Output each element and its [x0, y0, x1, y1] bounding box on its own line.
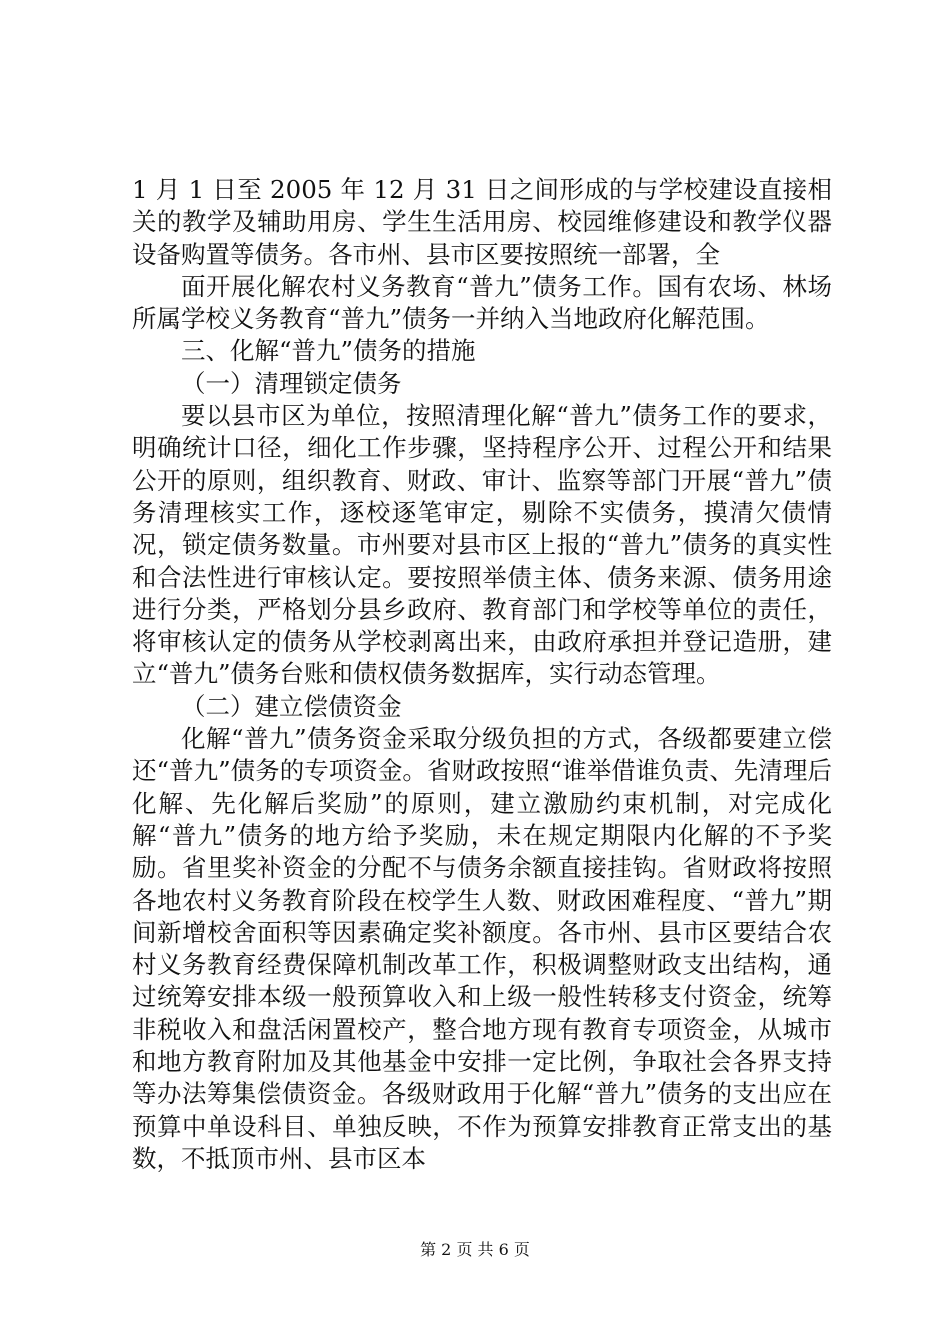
paragraph: 要以县市区为单位，按照清理化解“普九”债务工作的要求，明确统计口径，细化工作步骤，坚持程序公开、过程公开和结果公开的原则，组织教育、财政、审计、监察等部门开展“普九”债务清理核实工作，逐校逐笔审定，剔除不实债务，摸清欠债情况，锁定债务数量。市州要对县市区上报的“普九”债务的真实性和合法性进行审核认定。要按照举债主体、债务来源、债务用途进行分类，严格划分县乡政府、教育部门和学校等单位的责任，将审核认定的债务从学校剥离出来，由政府承担并登记造册，建立“普九”债务台账和债权债务数据库，实行动态管理。 — [132, 401, 832, 689]
subsection-heading: （二）建立偿债资金 — [181, 691, 402, 721]
document-body — [132, 174, 832, 1175]
paragraph: 面开展化解农村义务教育“普九”债务工作。国有农场、林场所属学校义务教育“普九”债务一并纳入当地政府化解范围。 — [132, 271, 832, 334]
paragraph: 1 月 1 日至 2005 年 12 月 31 日之间形成的与学校建设直接相关的教学及辅助用房、学生生活用房、校园维修建设和教学仪器设备购置等债务。各市州、县市区要按照统一部署，全 — [132, 175, 832, 269]
page-number-footer: 第 2 页 共 6 页 — [420, 1240, 530, 1259]
paragraph: 化解“普九”债务资金采取分级负担的方式，各级都要建立偿还“普九”债务的专项资金。省财政按照“谁举借谁负责、先清理后化解、先化解后奖励”的原则，建立激励约束机制，对完成化解“普九”债务的地方给予奖励，未在规定期限内化解的不予奖励。省里奖补资金的分配不与债务余额直接挂钩。省财政将按照各地农村义务教育阶段在校学生人数、财政困难程度、“普九”期间新增校舍面积等因素确定奖补额度。各市州、县市区要结合农村义务教育经费保障机制改革工作，积极调整财政支出结构，通过统筹安排本级一般预算收入和上级一般性转移支付资金，统筹非税收入和盘活闲置校产，整合地方现有教育专项资金，从城市和地方教育附加及其他基金中安排一定比例，争取社会各界支持等办法筹集偿债资金。各级财政用于化解“普九”债务的支出应在预算中单设科目、单独反映，不作为预算安排教育正常支出的基数，不抵顶市州、县市区本 — [132, 724, 832, 1173]
section-heading: 三、化解“普九”债务的措施 — [181, 336, 476, 366]
subsection-heading: （一）清理锁定债务 — [181, 368, 402, 398]
